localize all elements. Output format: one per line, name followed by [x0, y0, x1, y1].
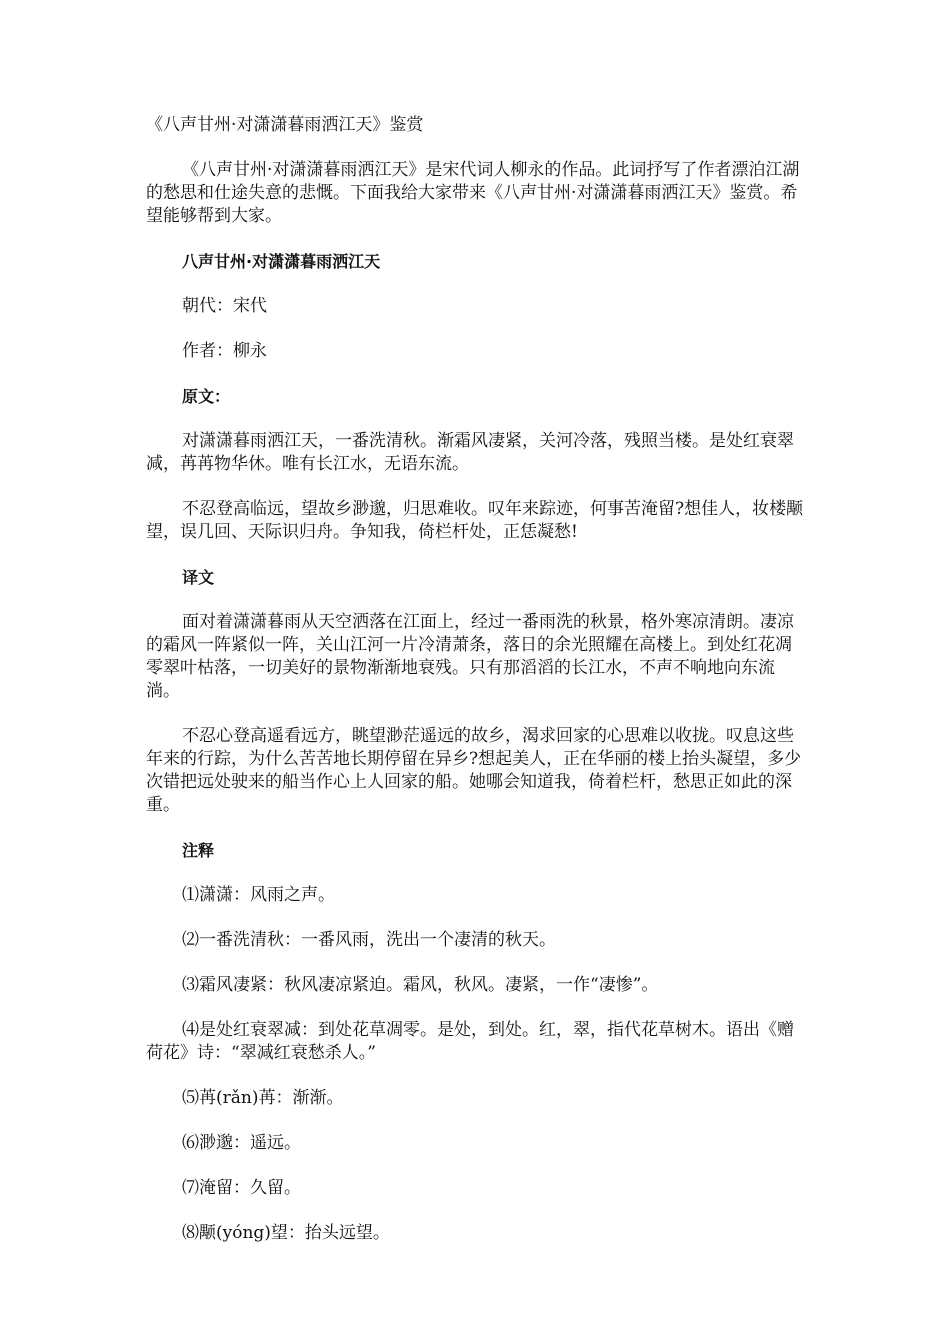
original-paragraph: 对潇潇暮雨洒江天，一番洗清秋。渐霜风凄紧，关河冷落，残照当楼。是处红衰翠减，苒苒物华休。唯有长江水，无语东流。: [146, 431, 794, 474]
notes-heading: 注释: [182, 841, 215, 860]
note-item: ⑻颙(yóng)望：抬头远望。: [182, 1223, 390, 1243]
document-title: 《八声甘州·对潇潇暮雨洒江天》鉴赏: [146, 115, 424, 135]
note-item: ⑹渺邈：遥远。: [182, 1133, 301, 1153]
dynasty-line: 朝代：宋代: [182, 296, 267, 316]
original-paragraph: 不忍登高临远，望故乡渺邈，归思难收。叹年来踪迹，何事苦淹留?想佳人，妆楼颙望，误几回、天际识归舟。争知我，倚栏杆处，正恁凝愁!: [146, 499, 804, 542]
translation-heading: 译文: [182, 568, 215, 587]
note-item: ⑴潇潇：风雨之声。: [182, 885, 335, 905]
translation-paragraph: 不忍心登高遥看远方，眺望渺茫遥远的故乡，渴求回家的心思难以收拢。叹息这些年来的行踪，为什么苦苦地长期停留在异乡?想起美人，正在华丽的楼上抬头凝望，多少次错把远处驶来的船当作心上人回家的船。她哪会知道我，倚着栏杆，愁思正如此的深重。: [146, 726, 802, 815]
note-item: ⑸苒(rǎn)苒：渐渐。: [182, 1088, 344, 1108]
original-heading: 原文：: [182, 387, 231, 406]
note-item: ⑶霜风凄紧：秋风凄凉紧迫。霜风，秋风。凄紧，一作“凄惨”。: [182, 975, 659, 995]
document-body: [146, 114, 806, 1267]
translation-paragraph: 面对着潇潇暮雨从天空洒落在江面上，经过一番雨洗的秋景，格外寒凉清朗。凄凉的霜风一阵紧似一阵，关山江河一片冷清萧条，落日的余光照耀在高楼上。到处红花凋零翠叶枯落，一切美好的景物渐渐地衰残。只有那滔滔的长江水，不声不响地向东流淌。: [146, 612, 794, 701]
note-item: ⑺淹留：久留。: [182, 1178, 301, 1198]
poem-title: 八声甘州·对潇潇暮雨洒江天: [182, 252, 381, 271]
intro-paragraph: 《八声甘州·对潇潇暮雨洒江天》是宋代词人柳永的作品。此词抒写了作者漂泊江湖的愁思和仕途失意的悲慨。下面我给大家带来《八声甘州·对潇潇暮雨洒江天》鉴赏。希望能够帮到大家。: [146, 160, 800, 226]
author-line: 作者：柳永: [182, 341, 267, 361]
note-item: ⑵一番洗清秋：一番风雨，洗出一个凄清的秋天。: [182, 930, 556, 950]
note-item: ⑷是处红衰翠减：到处花草凋零。是处，到处。红，翠，指代花草树木。语出《赠荷花》诗：“翠减红衰愁杀人。”: [146, 1020, 794, 1063]
